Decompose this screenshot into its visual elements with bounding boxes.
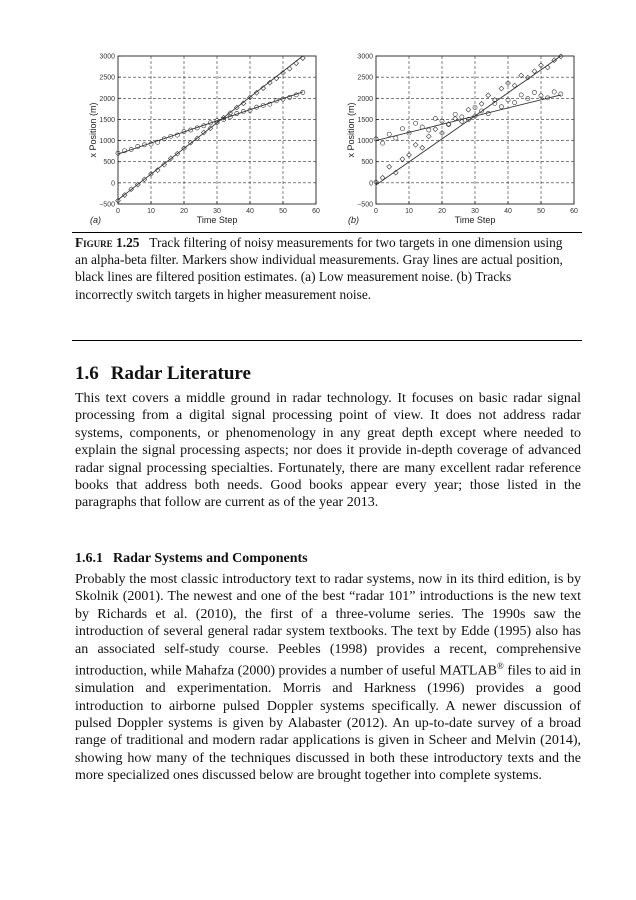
y-tick-label: 1000 xyxy=(99,138,115,146)
x-tick-label: 60 xyxy=(312,208,320,215)
x-axis-label: Time Step xyxy=(454,215,496,225)
series-1-marker xyxy=(287,66,292,71)
x-tick-label: 0 xyxy=(374,208,378,215)
y-tick-label: 500 xyxy=(103,159,115,167)
x-tick-label: 50 xyxy=(537,208,545,215)
x-tick-label: 10 xyxy=(405,208,413,215)
y-tick-label: 2500 xyxy=(99,74,115,82)
series-2-marker xyxy=(394,136,398,140)
x-tick-label: 60 xyxy=(570,208,578,215)
x-tick-label: 20 xyxy=(180,208,188,215)
y-tick-label: 1500 xyxy=(99,116,115,124)
section-rule xyxy=(72,340,582,341)
y-tick-label: 2500 xyxy=(357,74,373,82)
series-1-marker xyxy=(486,93,491,98)
trademark-symbol: ® xyxy=(496,661,504,672)
panel-label: (a) xyxy=(90,215,101,225)
subsection-paragraph-part1: Probably the most classic introductory text to radar systems, now in its third edition, is by Skolnik (2001). The newest and one of the best “radar 101” introductions is the new text by Richards et al. (2010), the first of a three-volume series. The 1990s saw the introduction of several general radar system textbooks. The text by Edde (1995) also has an associated self-study course. Peebles (1998) provides a recent, comprehensive introduction, while Mahafza (2000) provides a number of useful MATLAB xyxy=(75,572,581,679)
y-tick-label: 3000 xyxy=(99,53,115,61)
subsection-paragraph xyxy=(75,571,581,785)
y-tick-label: −500 xyxy=(357,201,373,209)
series-1-marker xyxy=(387,164,392,169)
series-2-marker xyxy=(414,121,418,125)
series-2-line xyxy=(118,92,303,154)
x-tick-label: 40 xyxy=(504,208,512,215)
series-2-marker xyxy=(559,92,563,96)
series-2-marker xyxy=(400,127,404,131)
y-tick-label: 3000 xyxy=(357,53,373,61)
figure-label: Figure 1.25 xyxy=(75,235,140,250)
series-1-marker xyxy=(479,101,484,106)
figure-caption-rule xyxy=(72,232,582,233)
y-tick-label: −500 xyxy=(99,201,115,209)
y-tick-label: 0 xyxy=(369,180,373,188)
section-heading xyxy=(75,363,251,385)
y-axis-label: x Position (m) xyxy=(346,102,356,158)
series-2-marker xyxy=(532,90,536,94)
x-axis-label: Time Step xyxy=(196,215,238,225)
y-axis-label: x Position (m) xyxy=(88,102,98,158)
figure-panel-a xyxy=(72,48,322,230)
series-2-marker xyxy=(499,105,503,109)
y-tick-label: 0 xyxy=(111,180,115,188)
figure-caption-text: Track filtering of noisy measurements for two targets in one dimension using an alpha-beta filter. Markers show individual measurements. Gray lines are actual position, black lines are filtered position estimates. (a) Low measurement noise. (b) Tracks incorrectly switch targets in higher measurement noise. xyxy=(75,235,563,302)
series-2-marker xyxy=(513,100,517,104)
x-tick-label: 50 xyxy=(279,208,287,215)
section-paragraph: This text covers a middle ground in radar technology. It focuses on basic radar signal processing from a digital signal processing point of view. It does not address radar systems, components, or phenomenology in any great depth except where needed to explain the signal processing aspects; nor does it provide in-depth coverage of advanced radar signal processing specialties. Fortunately, there are many excellent radar reference books that address both needs. Good books appear every year; those listed in the paragraphs that follow are current as of the year 2013. xyxy=(75,391,581,511)
section-title: Radar Literature xyxy=(110,363,251,384)
subsection-paragraph-part2: files to aid in simulation and experimentation. Morris and Harkness (1996) provides a good introduction to airborne pulsed Doppler systems specifically. A newer discussion of pulsed Doppler systems is given by Alabaster (2012). An up-to-date survey of a broad range of traditional and modern radar applications is given in Scheer and Melvin (2014), showing how many of the techniques discussed in both these introductory texts and the more specialized ones discussed below are brought together into complete systems. xyxy=(75,663,581,784)
y-tick-label: 1500 xyxy=(357,116,373,124)
chart-a xyxy=(72,48,322,230)
series-1-line xyxy=(376,56,561,185)
series-1-marker xyxy=(400,157,405,162)
subsection-title: Radar Systems and Components xyxy=(113,551,308,566)
series-2-marker xyxy=(552,90,556,94)
series-1-marker xyxy=(420,145,425,150)
series-2-marker xyxy=(381,141,385,145)
x-tick-label: 30 xyxy=(471,208,479,215)
series-1-marker xyxy=(499,86,504,91)
series-1-marker xyxy=(413,142,418,147)
figure-caption xyxy=(75,234,570,303)
series-2-marker xyxy=(433,116,437,120)
series-2-marker xyxy=(387,132,391,136)
chart-b xyxy=(330,48,580,230)
series-2-line xyxy=(376,95,561,141)
series-1-marker xyxy=(433,127,438,132)
series-2-marker xyxy=(427,128,431,132)
subsection-number: 1.6.1 xyxy=(75,551,103,566)
x-tick-label: 20 xyxy=(438,208,446,215)
y-tick-label: 500 xyxy=(361,159,373,167)
x-tick-label: 10 xyxy=(147,208,155,215)
y-tick-label: 1000 xyxy=(357,138,373,146)
series-2-marker xyxy=(460,115,464,119)
figure-panel-b xyxy=(330,48,580,230)
y-tick-label: 2000 xyxy=(357,95,373,103)
x-tick-label: 40 xyxy=(246,208,254,215)
series-1-marker xyxy=(466,107,471,112)
section-number: 1.6 xyxy=(75,363,99,384)
panel-label: (b) xyxy=(348,215,359,225)
series-2-marker xyxy=(526,97,530,101)
y-tick-label: 2000 xyxy=(99,95,115,103)
series-1-marker xyxy=(426,134,431,139)
series-2-marker xyxy=(519,93,523,97)
subsection-heading xyxy=(75,551,308,567)
x-tick-label: 30 xyxy=(213,208,221,215)
x-tick-label: 0 xyxy=(116,208,120,215)
series-2-marker xyxy=(420,125,424,129)
